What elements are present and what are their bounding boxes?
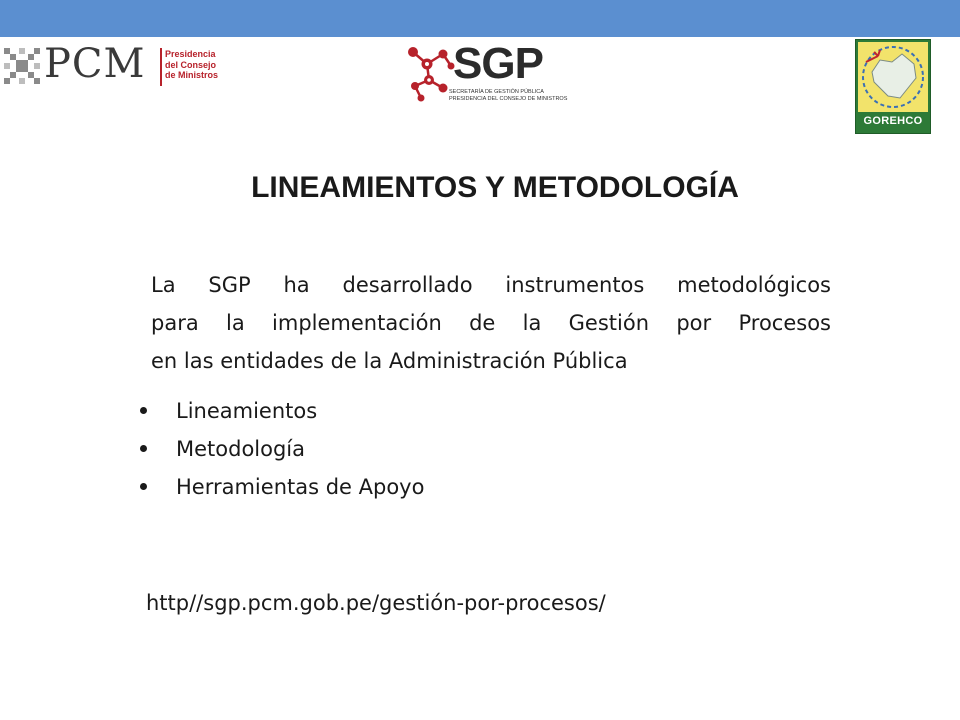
sgp-logo-line2: PRESIDENCIA DEL CONSEJO DE MINISTROS	[449, 96, 568, 102]
sgp-logo-line1: SECRETARÍA DE GESTIÓN PÚBLICA	[449, 89, 544, 95]
list-item	[138, 392, 424, 430]
bullet-dot-icon	[140, 445, 147, 452]
pcm-x-icon	[2, 46, 42, 86]
list-item	[138, 430, 424, 468]
slide-title: LINEAMIENTOS Y METODOLOGÍA	[251, 171, 739, 204]
bullet-dot-icon	[140, 483, 147, 490]
intro-line: La SGP ha desarrollado instrumentos metodológicos	[151, 273, 831, 297]
intro-paragraph	[151, 266, 831, 380]
gorehco-logo	[855, 39, 931, 134]
pcm-logo	[2, 41, 232, 90]
top-accent-bar	[0, 0, 960, 37]
sgp-logo-text: SGP	[453, 39, 543, 88]
intro-line: en las entidades de la Administración Pública	[151, 349, 628, 373]
reference-url: http//sgp.pcm.gob.pe/gestión-por-procesos/	[146, 591, 606, 615]
list-item-label: Lineamientos	[176, 399, 318, 423]
pcm-sub-line: Presidencia	[165, 49, 216, 59]
pcm-logo-subtitle	[165, 49, 235, 81]
pcm-sub-line: del Consejo	[165, 59, 217, 70]
pcm-divider	[160, 48, 162, 86]
bullet-list	[138, 392, 424, 506]
intro-line: para la implementación de la Gestión por Procesos	[151, 311, 831, 335]
sgp-logo	[403, 39, 568, 106]
pcm-logo-text: PCM	[44, 41, 146, 87]
list-item	[138, 468, 424, 506]
gorehco-logo-text: GOREHCO	[863, 115, 923, 127]
list-item-label: Herramientas de Apoyo	[176, 475, 425, 499]
region-map-icon	[858, 42, 928, 112]
list-item-label: Metodología	[176, 437, 306, 461]
pcm-sub-line: de Ministros	[165, 70, 219, 80]
bullet-dot-icon	[140, 407, 147, 414]
